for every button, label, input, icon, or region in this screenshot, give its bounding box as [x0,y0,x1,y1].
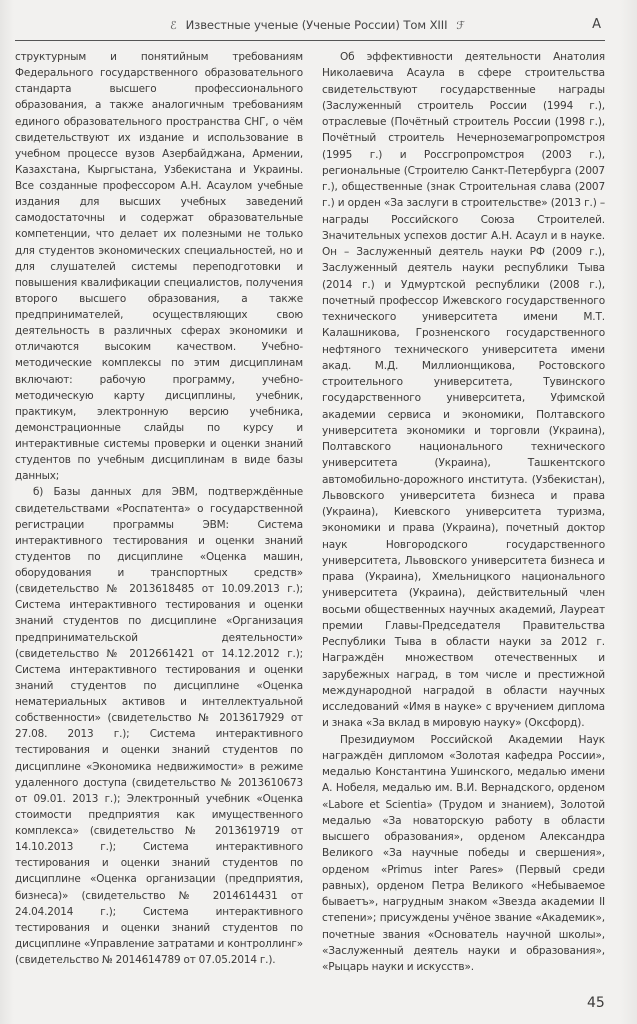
header-title-block [170,18,465,32]
running-header [15,14,605,41]
right-flourish-icon: ℱ [456,19,465,32]
left-paragraph-2: б) Базы данных для ЭВМ, подтверждённые свидетельствами «Роспатента» о государственной регистрации программы ЭВМ: Система интерактивного тестирования и оценки знаний студентов по дисциплине «Оценка машин, оборудования и транспортных средств» (свидетельство № 2013618485 от 10.09.2013 г.); Система интерактивного тестирования и оценки знаний студентов по дисциплине «Организация предпринимательской деятельности» (свидетельство № 2012661421 от 14.12.2012 г.); Система интерактивного тестирования и оценки знаний студентов по дисциплине «Оценка нематериальных активов и интеллектуальной собственности» (свидетельство № 2013617929 от 27.08. 2013 г.); Система интерактивного тестирования и оценки знаний студентов по дисциплине «Экономика недвижимости» в режиме удаленного доступа (свидетельство № 2013610673 от 09.01. 2013 г.); Электронный учебник «Оценка стоимости предприятия как имущественного комплекса» (свидетельство № 2013619719 от 14.10.2013 г.); Система интерактивного тестирования и оценки знаний студентов по дисциплине «Оценка организации (предприятия, бизнеса)» (свидетельство № 2014614431 от 24.04.2014 г.); Система интерактивного тестирования и оценки знаний студентов по дисциплине «Управление затратами и контроллинг» (свидетельство № 2014614789 от 07.05.2014 г.). [15,486,303,966]
section-letter: А [592,17,601,32]
page-number: 45 [587,995,605,1011]
left-flourish-icon: ℰ [170,19,177,32]
right-paragraph-1: Об эффективности деятельности Анатолия Николаевича Асаула в сфере строительства свидетельствуют государственные награды (Заслуженный строитель России (1994 г.), отраслевые (Почётный строитель России (1998 г.), Почётный строитель Нечерноземагропромстроя (1995 г.) и Россгропромстроя (2003 г.), региональные (Строителю Санкт-Петербурга (2007 г.), общественные (знак Строительная слава (2007 г.) и орден «За заслуги в строительстве» (2013 г.) – награды Российского Союза Строителей. Значительных успехов достиг А.Н. Асаул и в науке. Он – Заслуженный деятель науки РФ (2009 г.), Заслуженный деятель науки республики Тыва (2014 г.) и Удмуртской республики (2008 г.), почетный профессор Ижевского государственного технического университета имени М.Т. Калашникова, Грозненского государственного нефтяного технического университета имени акад. М.Д. Миллионщикова, Ростовского строительного университета, Тувинского государственного университета, Уфимской академии сервиса и экономики, Полтавского университета экономики и торговли (Украина), Полтавского национального технического университета (Украина), Ташкентского автомобильно-дорожного института. (Узбекистан), Львовского университета бизнеса и права (Украина), Киевского университета туризма, экономики и права (Украина), почетный доктор наук Новгородского государственного университета, Львовского университета бизнеса и права (Украина), Хмельницкого национального университета (Украина), действительный член восьми общественных научных академий, Лауреат премии Главы-Председателя Правительства Республики Тыва в области науки за 2012 г. Награждён множеством отечественных и зарубежных наград, в том числе и престижной международной наградой в области научных исследований «Имя в науке» с вручением диплома и знака «За вклад в мировую науку» (Оксфорд). [322,51,605,730]
right-column [322,49,605,975]
left-column [15,49,303,968]
right-paragraph-2: Президиумом Российской Академии Наук награждён дипломом «Золотая кафедра России», медалью Константина Ушинского, медалью имени А. Нобеля, медалью им. В.И. Вернадского, орденом «Labore et Scientia» (Трудом и знанием), Золотой медалью «За новаторскую работу в области высшего образования», орденом Александра Великого «За научные победы и свершения», орденом «Primus inter Pares» (Первый среди равных), орденом Петра Великого «Небываемое бываетъ», нагрудным знаком «Звезда академии II степени»; присуждены учёное звание «Академик», почетные звания «Основатель научной школы», «Заслуженный деятель науки и образования», «Рыцарь науки и искусств». [322,733,605,973]
left-paragraph-1: структурным и понятийным требованиям Федерального государственного образовательного стандарта высшего профессионального образования, а также аналогичным требованиям единого образовательного пространства СНГ, о чём свидетельствуют их издание и использование в учебном процессе вузов Азербайджана, Армении, Казахстана, Кыргыстана, Узбекистана и Украины. Все созданные профессором А.Н. Асаулом учебные издания для высших учебных заведений самодостаточны и содержат образовательные компетенции, что делает их полезными не только для студентов экономических специальностей, но и для слушателей системы переподготовки и повышения квалификации специалистов, получения второго высшего образования, а также предпринимателей, осуществляющих свою деятельность в различных сферах экономики и отличаются высоким качеством. Учебно-методические комплексы по этим дисциплинам включают: рабочую программу, учебно-методическую карту дисциплины, учебник, практикум, электронную версию учебника, демонстрационные слайды по курсу и интерактивные системы проверки и оценки знаний студентов по учебным дисциплинам в виде базы данных; [15,51,303,483]
header-title: Известные ученые (Ученые России) Том XIII [185,18,448,32]
